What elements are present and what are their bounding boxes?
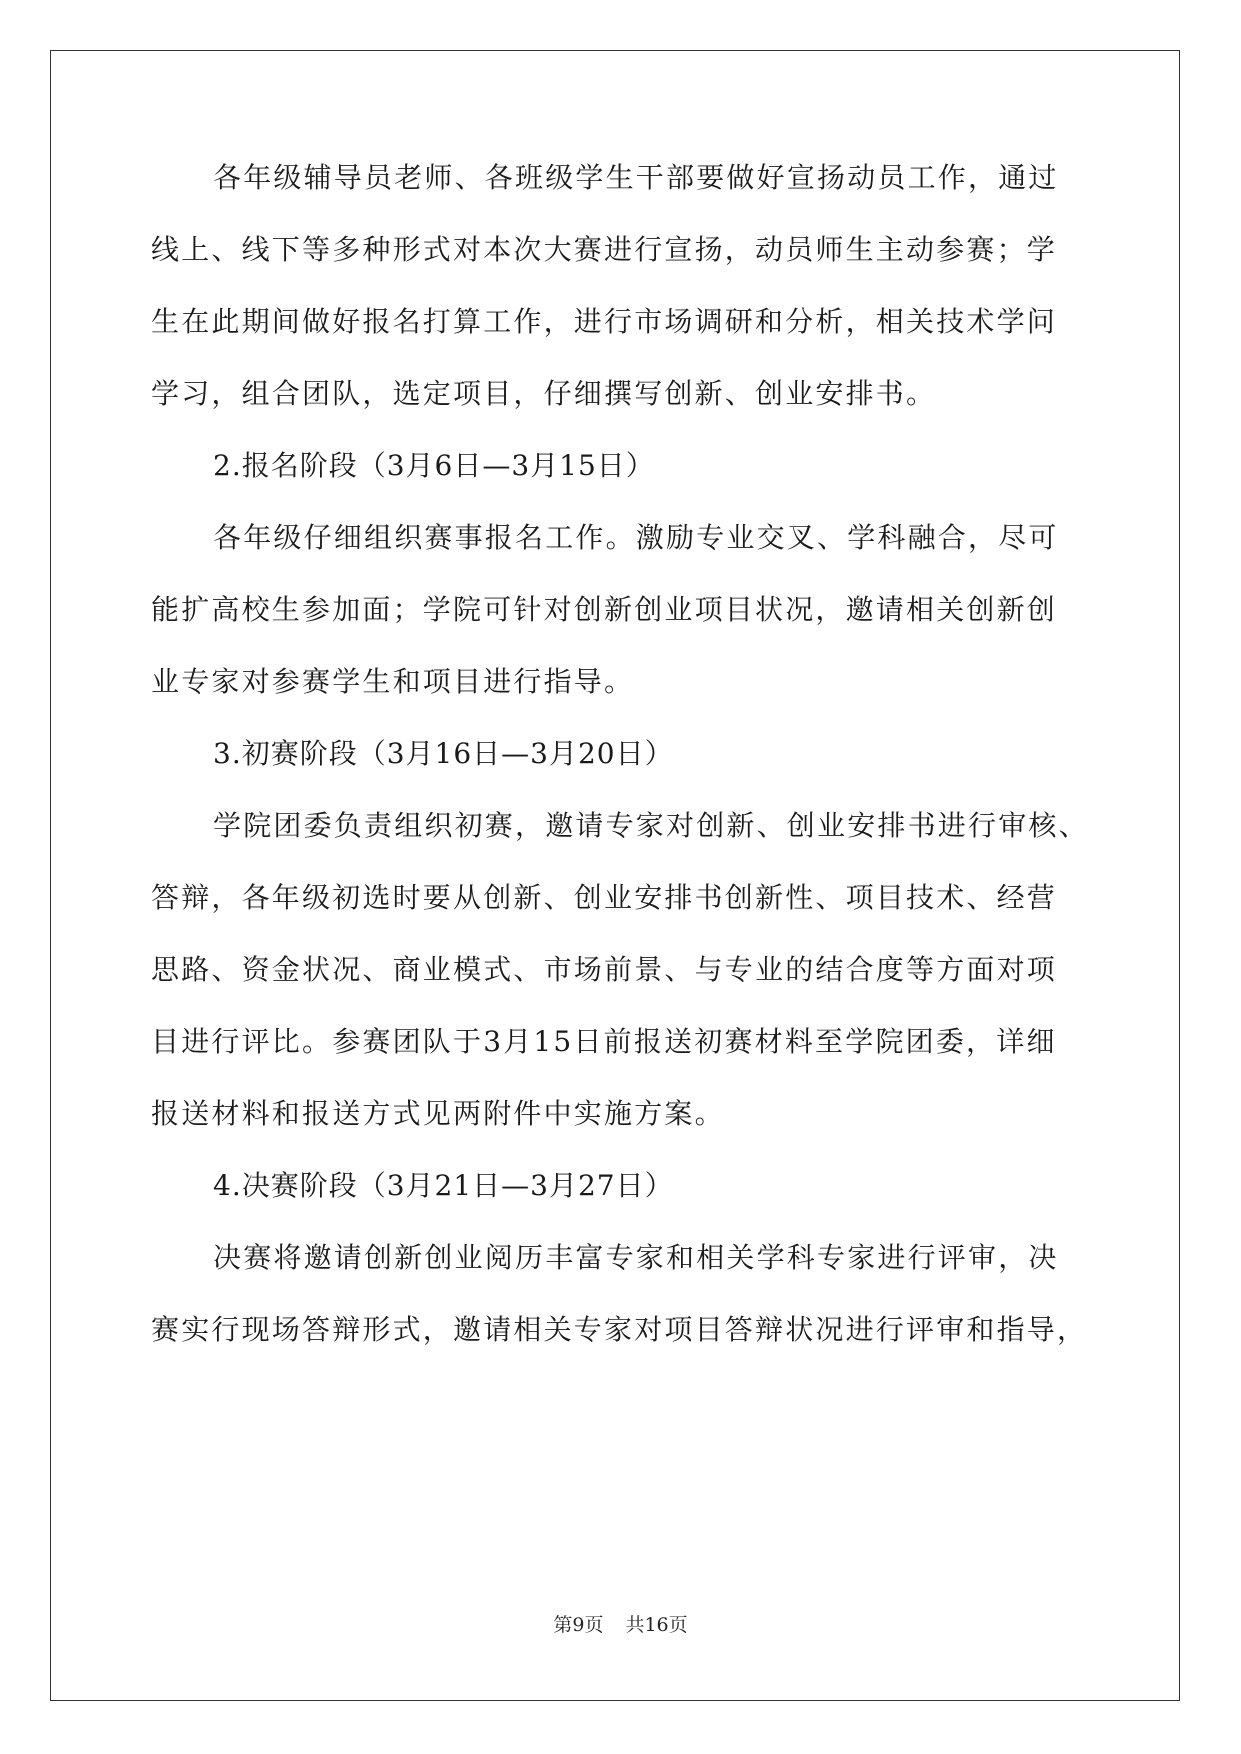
paragraph-line: 决赛将邀请创新创业阅历丰富专家和相关学科专家进行评审，决 (213, 1241, 1059, 1274)
paragraph-line: 业专家对参赛学生和项目进行指导。 (151, 665, 635, 698)
section-heading: 4.决赛阶段（3月21日—3月27日） (213, 1169, 674, 1202)
paragraph-line: 学院团委负责组织初赛，邀请专家对创新、创业安排书进行审核、 (213, 809, 1089, 842)
page-total: 共16页 (625, 1614, 688, 1636)
section-heading: 3.初赛阶段（3月16日—3月20日） (213, 737, 674, 770)
paragraph-line: 各年级辅导员老师、各班级学生干部要做好宣扬动员工作，通过 (213, 161, 1059, 194)
paragraph-line: 赛实行现场答辩形式，邀请相关专家对项目答辩状况进行评审和指导， (151, 1313, 1088, 1346)
paragraph-line: 学习，组合团队，选定项目，仔细撰写创新、创业安排书。 (151, 377, 937, 410)
page-footer (0, 1612, 1241, 1638)
paragraph-line: 线上、线下等多种形式对本次大赛进行宣扬，动员师生主动参赛；学 (151, 233, 1058, 266)
paragraph-line: 报送材料和报送方式见两附件中实施方案。 (151, 1097, 725, 1130)
paragraph-line: 思路、资金状况、商业模式、市场前景、与专业的结合度等方面对项 (151, 953, 1058, 986)
paragraph-line: 目进行评比。参赛团队于3月15日前报送初赛材料至学院团委，详细 (151, 1025, 1057, 1058)
paragraph-line: 生在此期间做好报名打算工作，进行市场调研和分析，相关技术学问 (151, 305, 1058, 338)
paragraph-line: 能扩高校生参加面；学院可针对创新创业项目状况，邀请相关创新创 (151, 593, 1058, 626)
paragraph-line: 各年级仔细组织赛事报名工作。激励专业交叉、学科融合，尽可 (213, 521, 1059, 554)
section-heading: 2.报名阶段（3月6日—3月15日） (213, 449, 655, 482)
page-border (50, 50, 1180, 1701)
page-number: 第9页 (553, 1614, 604, 1636)
paragraph-line: 答辩，各年级初选时要从创新、创业安排书创新性、项目技术、经营 (151, 881, 1058, 914)
